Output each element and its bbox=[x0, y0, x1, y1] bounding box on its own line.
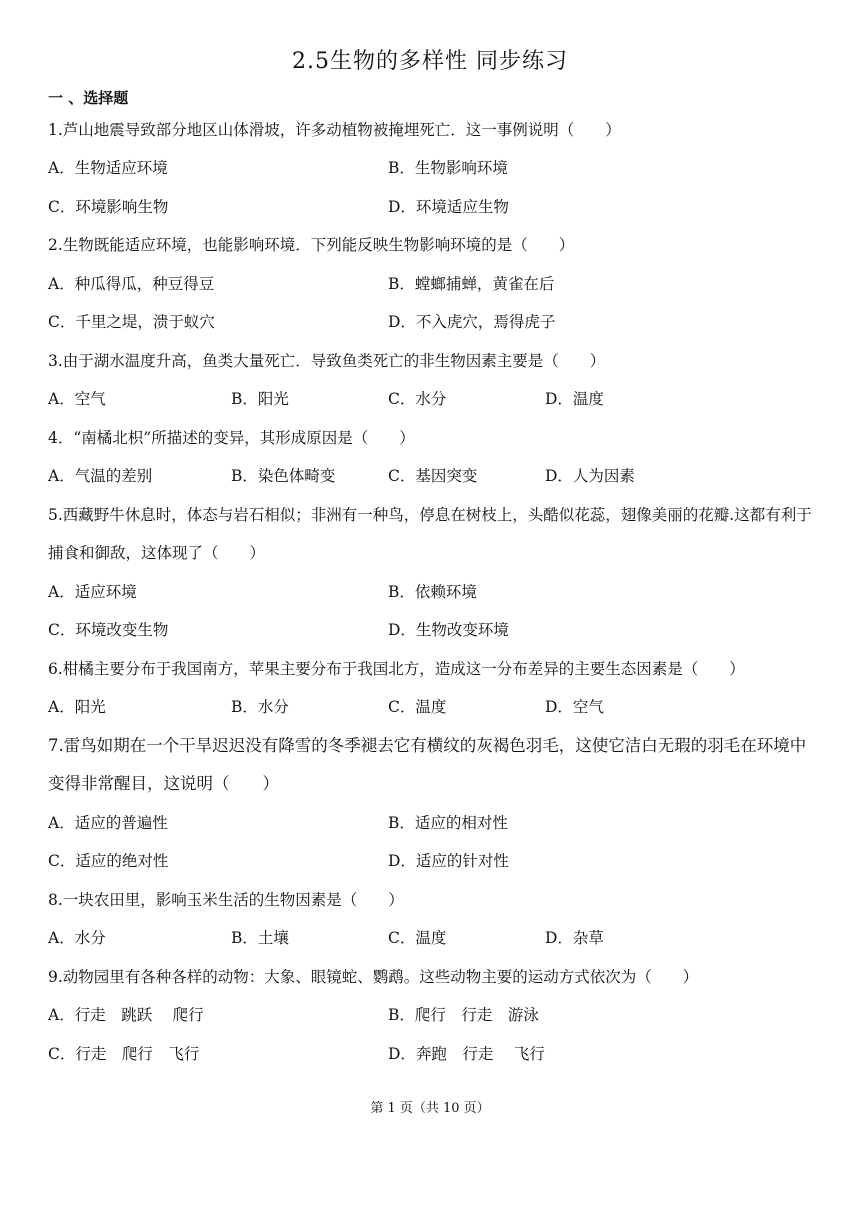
question-9-option-a: A．行走 跳跃 爬行 bbox=[48, 1006, 204, 1024]
question-4-option-b: B．染色体畸变 bbox=[231, 467, 336, 485]
question-7-option-b: B．适应的相对性 bbox=[388, 814, 508, 832]
question-9-option-d: D．奔跑 行走 飞行 bbox=[388, 1045, 545, 1063]
question-5-stem: 5.西藏野牛休息时，体态与岩石相似；非洲有一种鸟，停息在树枝上，头酷似花蕊，翅像美丽的花瓣.这都有利于捕食和御敌，这体现了（ ） bbox=[48, 506, 812, 562]
question-6-option-c: C．温度 bbox=[388, 698, 447, 716]
question-9-options-row-2 bbox=[48, 1035, 818, 1073]
question-2-options-row-2 bbox=[48, 303, 818, 341]
question-9-option-c: C．行走 爬行 飞行 bbox=[48, 1045, 200, 1063]
question-6-option-b: B．水分 bbox=[231, 698, 289, 716]
question-4-option-c: C．基因突变 bbox=[388, 467, 478, 485]
question-7-option-a: A．适应的普遍性 bbox=[48, 814, 168, 832]
question-8-option-d: D．杂草 bbox=[545, 929, 604, 947]
question-7-option-c: C．适应的绝对性 bbox=[48, 852, 169, 870]
question-7-options-row-1 bbox=[48, 804, 818, 842]
section-heading: 一 、选择题 bbox=[48, 89, 129, 107]
question-8-option-b: B．土壤 bbox=[231, 929, 289, 947]
page-footer: 第 1 页（共 10 页） bbox=[370, 1101, 490, 1116]
question-5-option-c: C．环境改变生物 bbox=[48, 621, 169, 639]
question-3-option-c: C．水分 bbox=[388, 390, 447, 408]
question-2-options-row-1 bbox=[48, 265, 818, 303]
question-3-options-row bbox=[48, 380, 818, 418]
question-3-option-b: B．阳光 bbox=[231, 390, 289, 408]
question-8-option-a: A．水分 bbox=[48, 929, 106, 947]
question-1-options-row-1 bbox=[48, 149, 818, 187]
question-4-option-a: A．气温的差别 bbox=[48, 467, 153, 485]
question-2-option-d: D．不入虎穴，焉得虎子 bbox=[388, 313, 556, 331]
question-8-stem: 8.一块农田里，影响玉米生活的生物因素是（ ） bbox=[48, 891, 404, 909]
question-7-option-d: D．适应的针对性 bbox=[388, 852, 509, 870]
question-7-stem: 7.雷鸟如期在一个干旱迟迟没有降雪的冬季褪去它有横纹的灰褐色羽毛，这使它洁白无瑕的羽毛在环境中变得非常醒目，这说明（ ） bbox=[48, 736, 807, 793]
question-5-options-row-2 bbox=[48, 611, 818, 649]
question-5-option-d: D．生物改变环境 bbox=[388, 621, 509, 639]
question-5-option-b: B．依赖环境 bbox=[388, 583, 477, 601]
question-9-options-row-1 bbox=[48, 996, 818, 1034]
question-9-option-b: B．爬行 行走 游泳 bbox=[388, 1006, 539, 1024]
question-3-option-a: A．空气 bbox=[48, 390, 106, 408]
question-3-stem: 3.由于湖水温度升高，鱼类大量死亡．导致鱼类死亡的非生物因素主要是（ ） bbox=[48, 352, 606, 370]
question-2-option-b: B．螳螂捕蝉，黄雀在后 bbox=[388, 275, 555, 293]
question-1-option-c: C．环境影响生物 bbox=[48, 198, 169, 216]
question-1-option-a: A．生物适应环境 bbox=[48, 159, 168, 177]
question-6-stem: 6.柑橘主要分布于我国南方，苹果主要分布于我国北方，造成这一分布差异的主要生态因素是（ ） bbox=[48, 660, 745, 678]
question-6-option-d: D．空气 bbox=[545, 698, 604, 716]
question-3-option-d: D．温度 bbox=[545, 390, 604, 408]
question-4-option-d: D．人为因素 bbox=[545, 467, 635, 485]
question-7-options-row-2 bbox=[48, 842, 818, 880]
question-6-option-a: A．阳光 bbox=[48, 698, 106, 716]
question-9-stem: 9.动物园里有各种各样的动物：大象、眼镜蛇、鹦鹉。这些动物主要的运动方式依次为（ ） bbox=[48, 968, 699, 986]
question-2-option-c: C．千里之堤，溃于蚁穴 bbox=[48, 313, 215, 331]
question-8-option-c: C．温度 bbox=[388, 929, 447, 947]
question-5-option-a: A．适应环境 bbox=[48, 583, 137, 601]
question-1-option-d: D．环境适应生物 bbox=[388, 198, 509, 216]
question-6-options-row bbox=[48, 688, 818, 726]
question-8-options-row bbox=[48, 919, 818, 957]
question-1-options-row-2 bbox=[48, 188, 818, 226]
question-4-stem: 4．“南橘北枳”所描述的变异，其形成原因是（ ） bbox=[48, 429, 415, 447]
question-2-stem: 2.生物既能适应环境，也能影响环境．下列能反映生物影响环境的是（ ） bbox=[48, 236, 575, 254]
question-2-option-a: A．种瓜得瓜，种豆得豆 bbox=[48, 275, 215, 293]
question-4-options-row bbox=[48, 457, 818, 495]
question-5-options-row-1 bbox=[48, 573, 818, 611]
document-title: 2.5生物的多样性 同步练习 bbox=[292, 49, 568, 74]
question-1-stem: 1.芦山地震导致部分地区山体滑坡，许多动植物被掩埋死亡．这一事例说明（ ） bbox=[48, 121, 621, 139]
question-1-option-b: B．生物影响环境 bbox=[388, 159, 508, 177]
